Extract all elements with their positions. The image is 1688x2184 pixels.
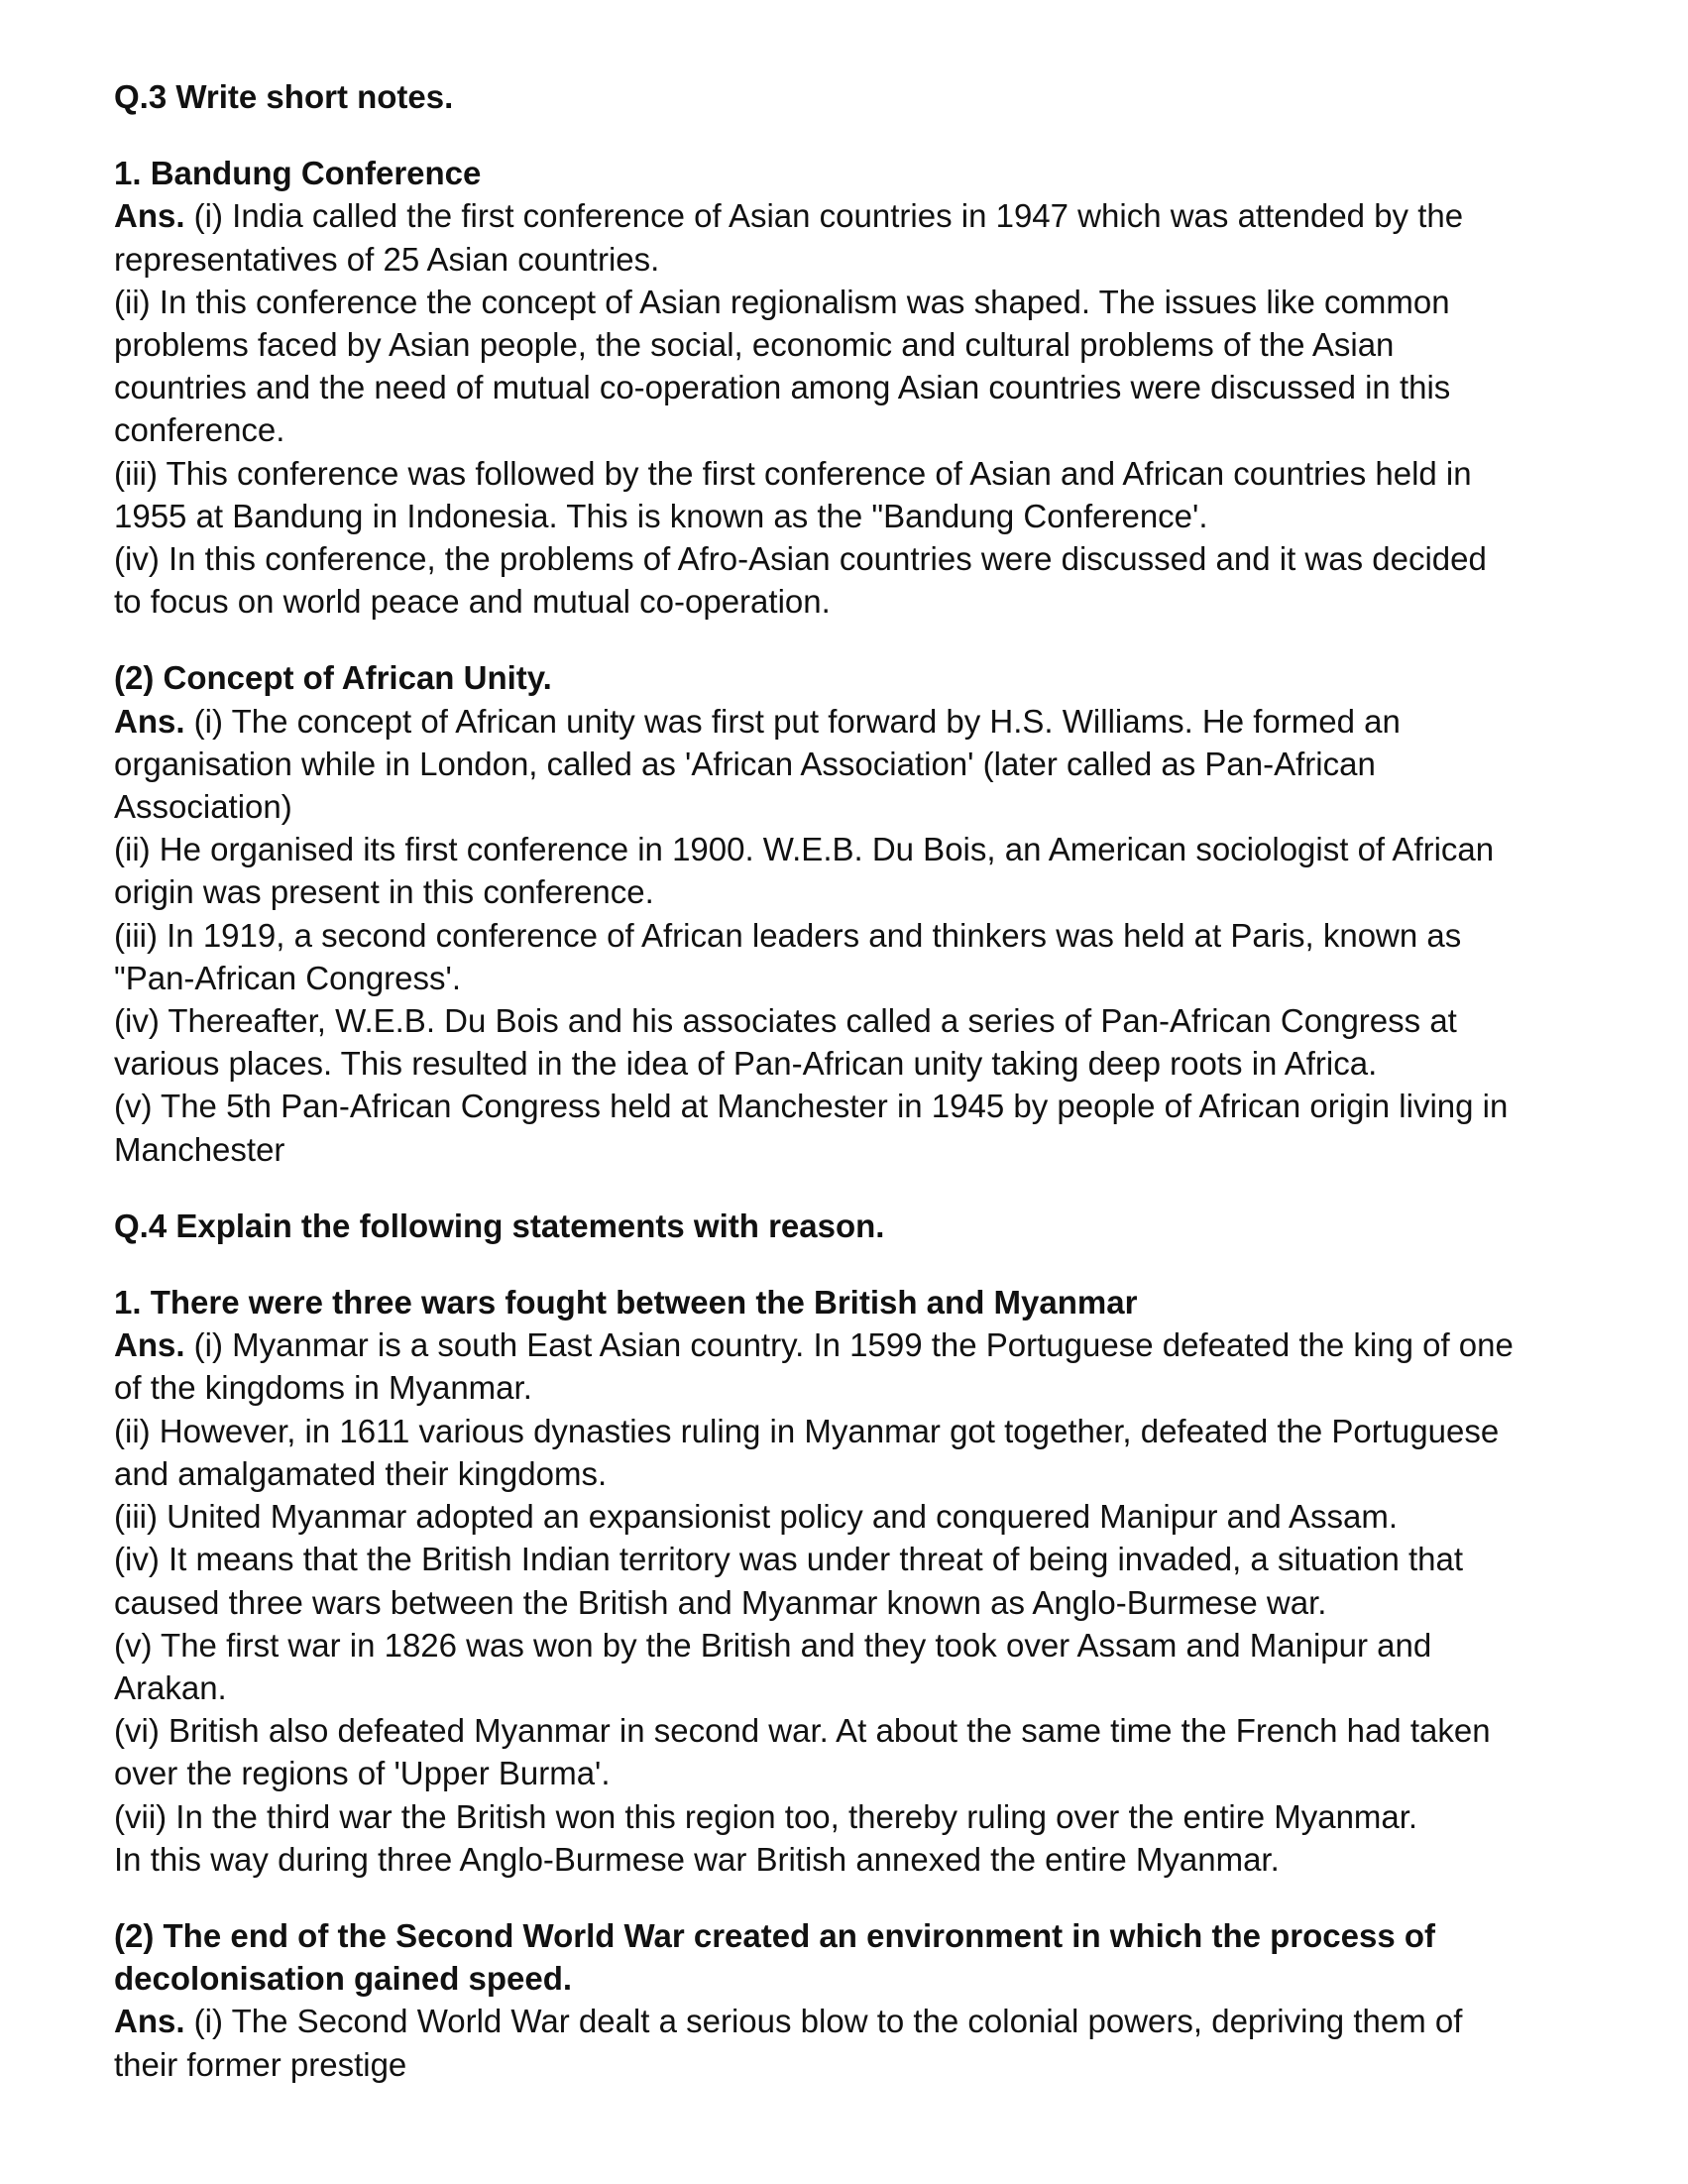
answer-line [114,700,1596,743]
answer-text: (i) The Second World War dealt a serious blow to the colonial powers, depriving them of [184,2003,1463,2040]
answer-text: (i) The concept of African unity was first put forward by H.S. Williams. He formed an [184,702,1401,740]
spacer [114,623,1596,656]
answer-label: Ans. [114,197,185,235]
answer-label: Ans. [114,2003,185,2040]
british-myanmar-wars-heading: 1. There were three wars fought between the British and Myanmar [114,1284,1138,1322]
answer-line: (ii) In this conference the concept of Asian regionalism was shaped. The issues like common [114,283,1450,320]
document-page [114,75,1596,2086]
question-4-heading: Q.4 Explain the following statements with reason. [114,1207,885,1244]
bandung-conference-heading: 1. Bandung Conference [114,155,482,192]
answer-line: (v) The 5th Pan-African Congress held at Manchester in 1945 by people of African origin living in [114,1088,1509,1125]
answer-line: (vii) In the third war the British won this region too, thereby ruling over the entire Myanmar. [114,1797,1418,1835]
answer-line: (iv) Thereafter, W.E.B. Du Bois and his associates called a series of Pan-African Congress at [114,1002,1457,1040]
answer-line [114,2000,1596,2042]
answer-line: their former prestige [114,2045,407,2083]
answer-text: (i) India called the first conference of Asian countries in 1947 which was attended by the [184,197,1464,235]
decolonisation-heading-continued: decolonisation gained speed. [114,1960,573,1998]
answer-line: problems faced by Asian people, the social, economic and cultural problems of the Asian [114,326,1395,364]
answer-line: various places. This resulted in the idea of Pan-African unity taking deep roots in Africa. [114,1045,1378,1083]
answer-line: (iii) This conference was followed by the first conference of Asian and African countries held in [114,454,1472,492]
answer-line: (iv) In this conference, the problems of Afro-Asian countries were discussed and it was decided [114,540,1487,578]
spacer [114,1881,1596,1914]
answer-label: Ans. [114,702,185,740]
answer-line: Association) [114,788,292,826]
question-3-heading: Q.3 Write short notes. [114,78,454,115]
answer-line: Arakan. [114,1668,227,1706]
answer-label: Ans. [114,1326,185,1364]
answer-line: (iv) It means that the British Indian territory was under threat of being invaded, a situation that [114,1541,1464,1578]
answer-line [114,1323,1596,1366]
answer-line: In this way during three Anglo-Burmese war British annexed the entire Myanmar. [114,1840,1280,1878]
answer-line: Manchester [114,1130,285,1168]
answer-line: organisation while in London, called as 'African Association' (later called as Pan-African [114,745,1376,782]
answer-line [114,194,1596,237]
answer-line: (iii) United Myanmar adopted an expansionist policy and conquered Manipur and Assam. [114,1498,1399,1536]
answer-line: (ii) He organised its first conference in 1900. W.E.B. Du Bois, an American sociologist of African [114,831,1495,868]
answer-line: caused three wars between the British and Myanmar known as Anglo-Burmese war. [114,1583,1327,1621]
answer-line: (v) The first war in 1826 was won by the British and they took over Assam and Manipur and [114,1626,1432,1664]
spacer [114,1247,1596,1281]
answer-line: (vi) British also defeated Myanmar in second war. At about the same time the French had taken [114,1712,1491,1750]
answer-text: (i) Myanmar is a south East Asian country. In 1599 the Portuguese defeated the king of one [184,1326,1514,1364]
african-unity-heading: (2) Concept of African Unity. [114,659,552,697]
spacer [114,1171,1596,1205]
answer-line: representatives of 25 Asian countries. [114,240,660,278]
answer-line: to focus on world peace and mutual co-operation. [114,583,831,621]
answer-line: of the kingdoms in Myanmar. [114,1369,532,1407]
answer-line: countries and the need of mutual co-operation among Asian countries were discussed in this [114,369,1451,406]
answer-line: "Pan-African Congress'. [114,959,461,996]
spacer [114,118,1596,152]
answer-line: and amalgamated their kingdoms. [114,1454,608,1492]
answer-line: (iii) In 1919, a second conference of African leaders and thinkers was held at Paris, known as [114,916,1462,954]
answer-line: 1955 at Bandung in Indonesia. This is known as the "Bandung Conference'. [114,497,1208,534]
decolonisation-heading: (2) The end of the Second World War created an environment in which the process of [114,1916,1436,1954]
answer-line: conference. [114,411,285,449]
answer-line: (ii) However, in 1611 various dynasties ruling in Myanmar got together, defeated the Portuguese [114,1412,1500,1449]
answer-line: over the regions of 'Upper Burma'. [114,1755,611,1792]
answer-line: origin was present in this conference. [114,873,654,911]
